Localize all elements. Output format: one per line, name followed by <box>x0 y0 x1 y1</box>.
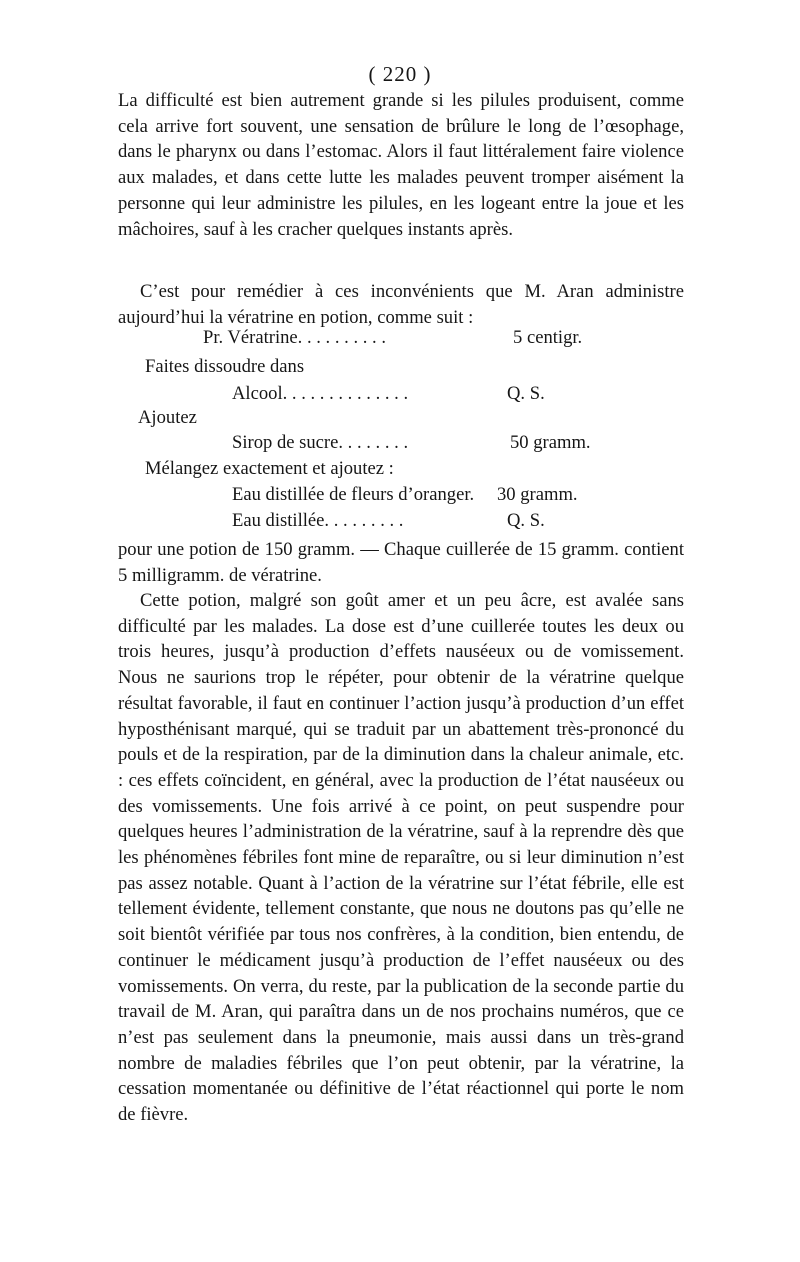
paragraph-text: pour une potion de 150 gramm. — Chaque cuillerée de 15 gramm. contient 5 milligramm. de vératrine. <box>118 539 684 586</box>
page-number: ( 220 ) <box>368 62 432 86</box>
recipe-qty-distilled-water: Q. S. <box>507 510 545 531</box>
paragraph-text: Cette potion, malgré son goût amer et un peu âcre, est avalée sans difficulté par les malades. La dose est d’une cuillerée toutes les deux ou trois heures, jusqu’à production d’effets nauséeux ou de vomissement. Nous ne saurions trop le répéter, pour obtenir de la vératrine quelque résultat favorable, il faut en continuer l’action jusqu’à production d’un effet hyposthénisant marqué, qui se traduit par un abattement très-prononcé du pouls et de la respiration, par de la diminution dans la chaleur animale, etc. : ces effets coïncident, en général, avec la production de l’état nauséeux ou des vomissements. Une fois arrivé à ce point, on peut suspendre pour quelques heures l’administration de la vératrine, sauf à la reprendre dès que les phénomènes fébriles font mine de reparaître, ou si leur diminution n’est pas assez notable. Quant à l’action de la vératrine sur l’état fébrile, elle est tellement évidente, tellement constante, que nous ne doutons pas qu’elle ne soit bientôt vérifiée par tous nos confrères, à la condition, bien entendu, de continuer le médicament jusqu’à production de l’effet nauséeux ou des vomissements. On verra, du reste, par la publication de la seconde partie du travail de M. Aran, qui paraîtra dans un de nos prochains numéros, que ce n’est pas seulement dans la pneumonie, mais aussi dans un très-grand nombre de maladies fébriles que l’on peut obtenir, par la vératrine, la cessation momentanée ou définitive de l’état réactionnel qui porte le nom de fièvre. <box>118 590 684 1126</box>
recipe-qty-orange-water: 30 gramm. <box>497 484 578 505</box>
paragraph-potion-dose <box>118 537 684 588</box>
recipe-instruction-add: Ajoutez <box>138 407 197 428</box>
recipe-qty-alcohol: Q. S. <box>507 383 545 404</box>
recipe-instruction-dissolve: Faites dissoudre dans <box>145 356 305 377</box>
paragraph-difficulty <box>118 88 684 242</box>
recipe-qty-veratrine: 5 centigr. <box>513 327 583 348</box>
paragraph-remedy <box>118 279 684 330</box>
paragraph-text: La difficulté est bien autrement grande si les pilules produisent, comme cela arrive fort souvent, une sensation de brûlure le long de l’œsophage, dans le pharynx ou dans l’estomac. Alors il faut littéralement faire violence aux malades, et dans cette lutte les malades peuvent tromper aisément la personne qui leur administre les pilules, en les logeant entre la joue et les mâchoires, sauf à les cracher quelques instants après. <box>118 90 684 240</box>
paragraph-administration <box>118 588 684 1128</box>
recipe-item-orange-water: Eau distillée de fleurs d’oranger. <box>232 484 475 505</box>
recipe-instruction-mix: Mélangez exactement et ajoutez : <box>145 458 394 479</box>
recipe-item-distilled-water: Eau distillée. . . . . . . . . <box>232 510 404 531</box>
recipe-item-veratrine: Pr. Vératrine. . . . . . . . . . <box>203 327 386 348</box>
recipe-item-alcohol: Alcool. . . . . . . . . . . . . . <box>232 383 409 404</box>
recipe-item-syrup: Sirop de sucre. . . . . . . . <box>232 432 409 453</box>
recipe-qty-syrup: 50 gramm. <box>510 432 591 453</box>
paragraph-text: C’est pour remédier à ces inconvénients que M. Aran administre aujourd’hui la vératrine en potion, comme suit : <box>118 281 684 328</box>
